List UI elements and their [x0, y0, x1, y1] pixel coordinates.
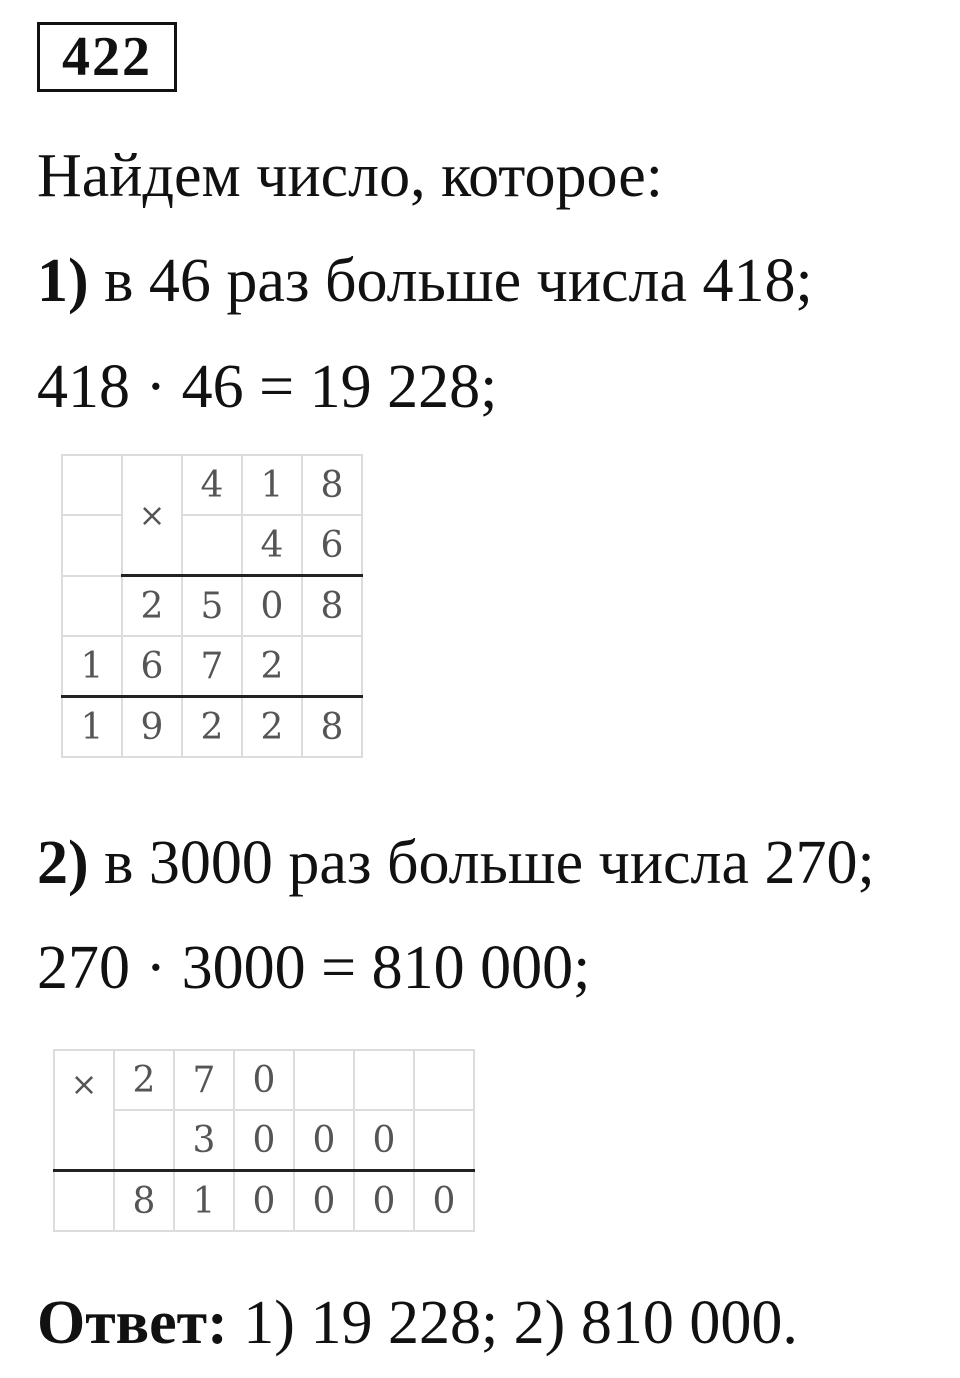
part2-text: в 3000 раз больше числа 270;	[104, 829, 875, 897]
grid-cell: 4	[182, 455, 242, 515]
answer-text: 1) 19 228; 2) 810 000.	[243, 1289, 798, 1357]
multiply-sign: ×	[122, 455, 182, 576]
grid-cell: 6	[122, 636, 182, 697]
answer-label: Ответ:	[37, 1289, 228, 1357]
grid-cell: 4	[242, 515, 302, 576]
grid-cell	[62, 515, 122, 576]
part1-text: в 46 раз больше числа 418;	[104, 247, 813, 315]
grid-row	[54, 1050, 474, 1110]
grid-row	[62, 455, 362, 515]
grid-cell: 2	[182, 697, 242, 758]
grid-cell: 2	[114, 1050, 174, 1110]
grid-cell: 0	[234, 1110, 294, 1171]
part1-statement	[37, 247, 813, 315]
grid-cell	[294, 1050, 354, 1110]
grid-cell: 0	[234, 1171, 294, 1232]
grid-cell	[354, 1050, 414, 1110]
grid-cell: 8	[302, 697, 362, 758]
grid-cell	[62, 455, 122, 515]
grid-row	[54, 1110, 474, 1171]
grid-cell: 8	[114, 1171, 174, 1232]
part2-equation: 270 · 3000 = 810 000;	[37, 934, 591, 1002]
grid-cell: 0	[294, 1171, 354, 1232]
grid-cell: 1	[242, 455, 302, 515]
grid-row	[62, 576, 362, 637]
multiplication-grid-2	[53, 1049, 475, 1232]
grid-cell	[182, 515, 242, 576]
grid-cell: 0	[414, 1171, 474, 1232]
grid-cell: 1	[174, 1171, 234, 1232]
part1-equation: 418 · 46 = 19 228;	[37, 353, 498, 421]
intro-text: Найдем число, которое:	[37, 142, 664, 210]
grid-cell	[414, 1110, 474, 1171]
grid-cell: 1	[62, 697, 122, 758]
grid-cell	[54, 1171, 114, 1232]
grid-row	[54, 1171, 474, 1232]
grid-cell: 8	[302, 455, 362, 515]
grid-cell: 0	[354, 1110, 414, 1171]
grid-cell: 8	[302, 576, 362, 637]
grid-cell: 7	[182, 636, 242, 697]
grid-cell: 5	[182, 576, 242, 637]
grid-cell: 6	[302, 515, 362, 576]
grid-cell: 2	[122, 576, 182, 637]
part1-label: 1)	[37, 247, 89, 315]
grid-cell: 0	[242, 576, 302, 637]
grid-cell: 2	[242, 636, 302, 697]
part2-statement	[37, 829, 875, 897]
part2-label: 2)	[37, 829, 89, 897]
grid-row	[62, 697, 362, 758]
grid-cell: 1	[62, 636, 122, 697]
grid-row	[62, 515, 362, 576]
task-number: 422	[37, 22, 177, 92]
multiply-sign: ×	[54, 1050, 114, 1171]
grid-cell: 0	[234, 1050, 294, 1110]
answer-line	[37, 1289, 798, 1357]
grid-cell: 0	[354, 1171, 414, 1232]
grid-cell: 2	[242, 697, 302, 758]
grid-cell	[302, 636, 362, 697]
multiplication-grid-1	[61, 454, 363, 758]
grid-cell: 9	[122, 697, 182, 758]
grid-cell	[414, 1050, 474, 1110]
grid-cell	[114, 1110, 174, 1171]
grid-row	[62, 636, 362, 697]
grid-cell: 3	[174, 1110, 234, 1171]
grid-cell	[62, 576, 122, 637]
grid-cell: 7	[174, 1050, 234, 1110]
grid-cell: 0	[294, 1110, 354, 1171]
